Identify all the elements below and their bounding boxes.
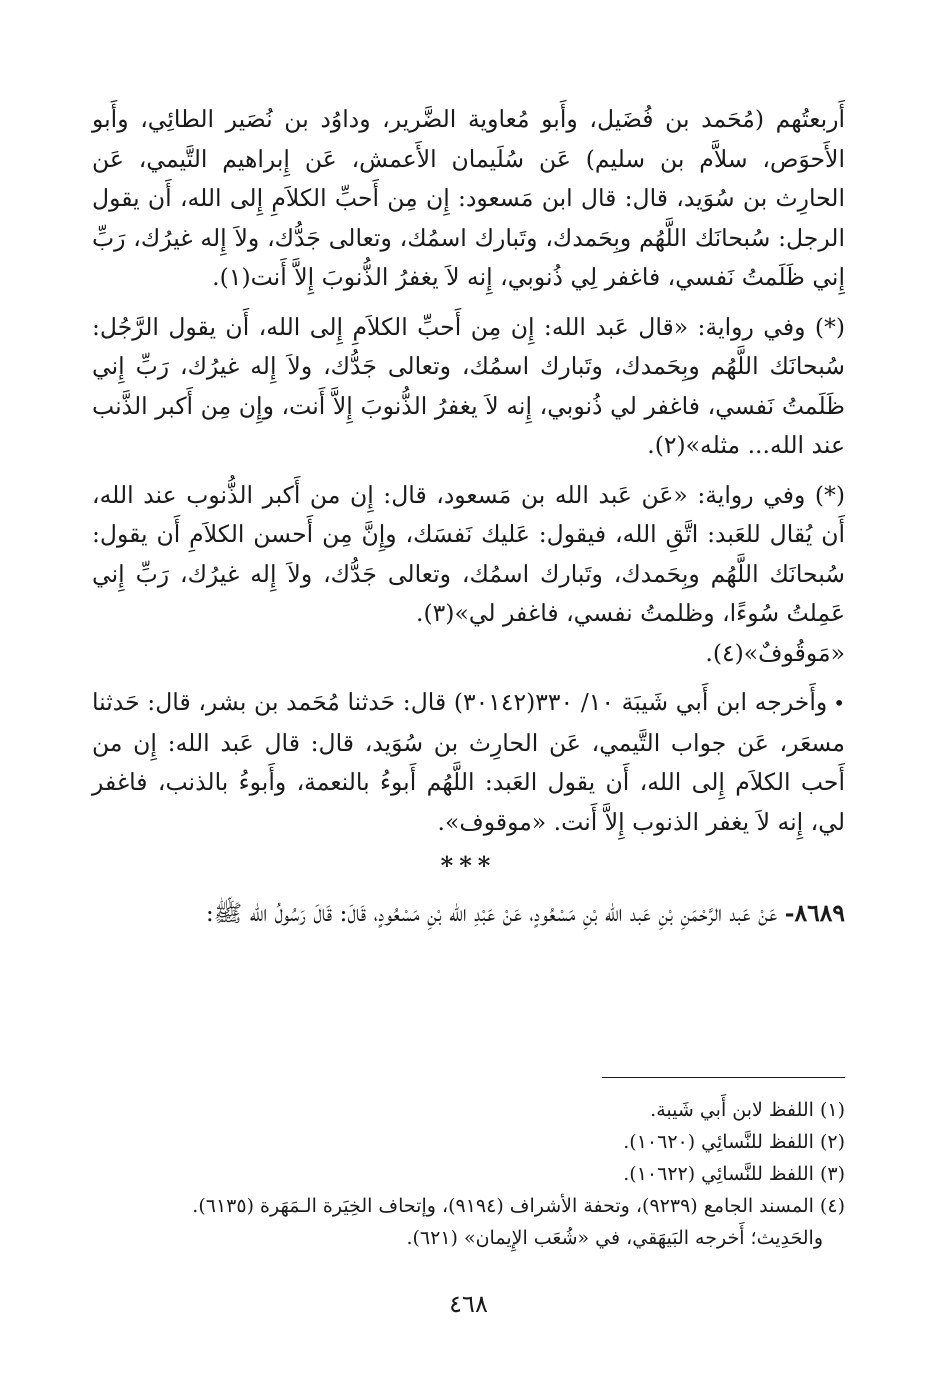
paragraph-4-text: وأَخرجه ابن أَبي شَيبَة ١٠/ ٣٣٠(٣٠١٤٢) قال: حَدثنا مُحَمد بن بشر، قال: حَدثنا مسعَر، عَن جواب التَّيمي، عَن الحارِث بن سُوَيد، قال: قال عَبد الله: إِن من أَحب الكلاَم إِلى الله، أَن يقول العَبد: اللَّهُم أَبوءُ بالنعمة، وأَبوءُ بالذنب، فاغفر لي، إِنه لاَ يغفر الذنوب إِلاَّ أَنت. «موقوف».: [92, 688, 845, 836]
footnote-4-continuation: والحَدِيث؛ أَخرجه البَيهَقي، في «شُعَب الإِيمان» (٦٢١).: [406, 1227, 823, 1249]
footnote-1: (١) اللفظ لابن أَبي شَيبة.: [650, 1099, 845, 1121]
footnote-2: (٢) اللفظ للنَّسائِي (١٠٦٢٠).: [623, 1131, 845, 1153]
bullet-icon: •: [833, 691, 846, 715]
hadith-paragraph: [92, 894, 845, 934]
footnote-divider: [602, 1077, 845, 1078]
footnotes: [92, 1094, 845, 1254]
hadith-text: عَنْ عَبد الرَّحْمَنِ بْنِ عَبد الله بْنِ مَسْعُودٍ، عَنْ عَبْدِ الله بْنِ مَسْعُودٍ، قَالَ: قَالَ رَسُولُ الله ﷺ:: [205, 898, 778, 927]
hadith-number: ٨٦٨٩-: [784, 898, 845, 927]
paragraph-2-variant: (*) وفي رواية: «قال عَبد الله: إِن مِن أَحبِّ الكلاَمِ إِلى الله، أَن يقول الرَّجُل: سُبحانَك اللَّهُم وبِحَمدك، وتَبارك اسمُك، وتعالى جَدُّك، ولاَ إِله غيرُك، رَبِّ إِني ظَلَمتُ نَفسي، فاغفر لي ذُنوبي، إِنه لاَ يغفرُ الذُّنوبَ إِلاَّ أَنت، وإِن مِن أَكبر الذَّنب عند الله... مثله»(٢).: [92, 312, 845, 459]
main-text: [92, 100, 845, 933]
page-number: ٤٦٨: [449, 1290, 488, 1318]
mawquf-note: «مَوقُوفٌ»(٤).: [705, 638, 845, 667]
paragraph-3-variant: (*) وفي رواية: «عَن عَبد الله بن مَسعود، قال: إِن من أَكبر الذُّنوب عند الله، أَن يُقال للعَبد: اتَّقِ الله، فيقول: عَليك نَفسَك، وإِنَّ مِن أَحسن الكلاَمِ أَن يقول: سُبحانَك اللَّهُم وبِحَمدك، وتَبارك اسمُك، وتعالى جَدُّك، ولاَ إِله غيرُك، رَبِّ إِني عَمِلتُ سُوءًا، وظلمتُ نفسي، فاغفر لي»(٣).: [92, 480, 845, 627]
footnote-3: (٣) اللفظ للنَّسائِي (١٠٦٢٢).: [623, 1163, 845, 1185]
footnote-4: (٤) المسند الجامع (٩٢٣٩)، وتحفة الأشراف (٩١٩٤)، وإتحاف الخِيَرة الـمَهَرة (٦١٣٥).: [192, 1195, 845, 1217]
section-separator: ***: [440, 851, 497, 880]
paragraph-1: أَربعتُهم (مُحَمد بن فُضَيل، وأَبو مُعاوية الضَّرير، وداوُد بن نُصَير الطائِي، وأَبو الأَحوَص، سلاَّم بن سليم) عَن سُلَيمان الأَعمش، عَن إِبراهيم التَّيمي، عَن الحارِث بن سُوَيد، قال: قال ابن مَسعود: إِن مِن أَحبِّ الكلاَمِ إِلى الله، أَن يقول الرجل: سُبحانَك اللَّهُم وبِحَمدك، وتَبارك اسمُك، وتعالى جَدُّك، ولاَ إِله غيرُك، رَبِّ إِني ظَلَمتُ نَفسي، فاغفر لِي ذُنوبي، إِنه لاَ يغفرُ الذُّنوبَ إِلاَّ أَنت(١).: [92, 105, 845, 291]
paragraph-4: [92, 683, 845, 842]
